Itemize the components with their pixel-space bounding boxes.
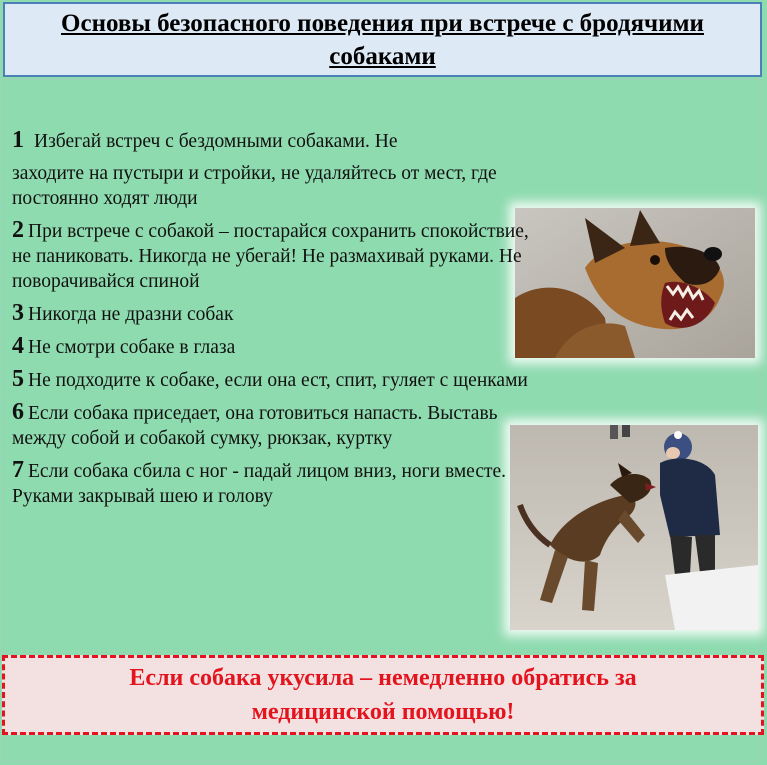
angry-dog-photo <box>515 208 755 358</box>
rule-number: 3 <box>12 300 24 326</box>
rule-text: Не подходите к собаке, если она ест, спит, гуляет с щенками <box>28 370 528 391</box>
rule-text: Если собака сбила с ног - падай лицом вниз, ноги вместе. Руками закрывай шею и голову <box>12 461 507 507</box>
rule-item <box>12 128 532 211</box>
rules-list <box>12 128 532 516</box>
dog-attacking-child-photo <box>510 425 758 630</box>
dog-and-child-illustration <box>510 425 758 630</box>
warning-text: Если собака укусила – немедленно обратись за медицинской помощью! <box>129 665 637 725</box>
rule-text: Не смотри собаке в глаза <box>28 337 236 358</box>
rule-text: Никогда не дразни собак <box>28 304 234 325</box>
rule-text: При встрече с собакой – постарайся сохранить спокойствие, не паниковать. Никогда не убегай! Не размахивай руками. Не поворачивайся спиной <box>12 221 529 292</box>
rule-number: 4 <box>12 333 24 359</box>
rule-text-line1: Избегай встреч с бездомными собаками. Не <box>34 131 398 152</box>
rule-item <box>12 367 532 393</box>
rule-number: 2 <box>12 217 24 243</box>
title-banner <box>3 2 762 77</box>
rule-number: 5 <box>12 366 24 392</box>
rule-item <box>12 400 532 451</box>
angry-dog-illustration <box>515 208 755 358</box>
rule-text: заходите на пустыри и стройки, не удаляйтесь от мест, где постоянно ходят люди <box>12 163 497 209</box>
rule-item <box>12 301 532 327</box>
rule-number: 6 <box>12 399 24 425</box>
rule-item <box>12 458 532 509</box>
rule-number: 7 <box>12 457 24 483</box>
rule-item <box>12 218 532 294</box>
rule-item <box>12 334 532 360</box>
warning-banner <box>2 655 764 735</box>
rule-text: Если собака приседает, она готовиться напасть. Выставь между собой и собакой сумку, рюкзак, куртку <box>12 403 498 449</box>
page-title: Основы безопасного поведения при встрече с бродячими собаками <box>61 9 704 70</box>
rule-number: 1 <box>12 127 24 153</box>
